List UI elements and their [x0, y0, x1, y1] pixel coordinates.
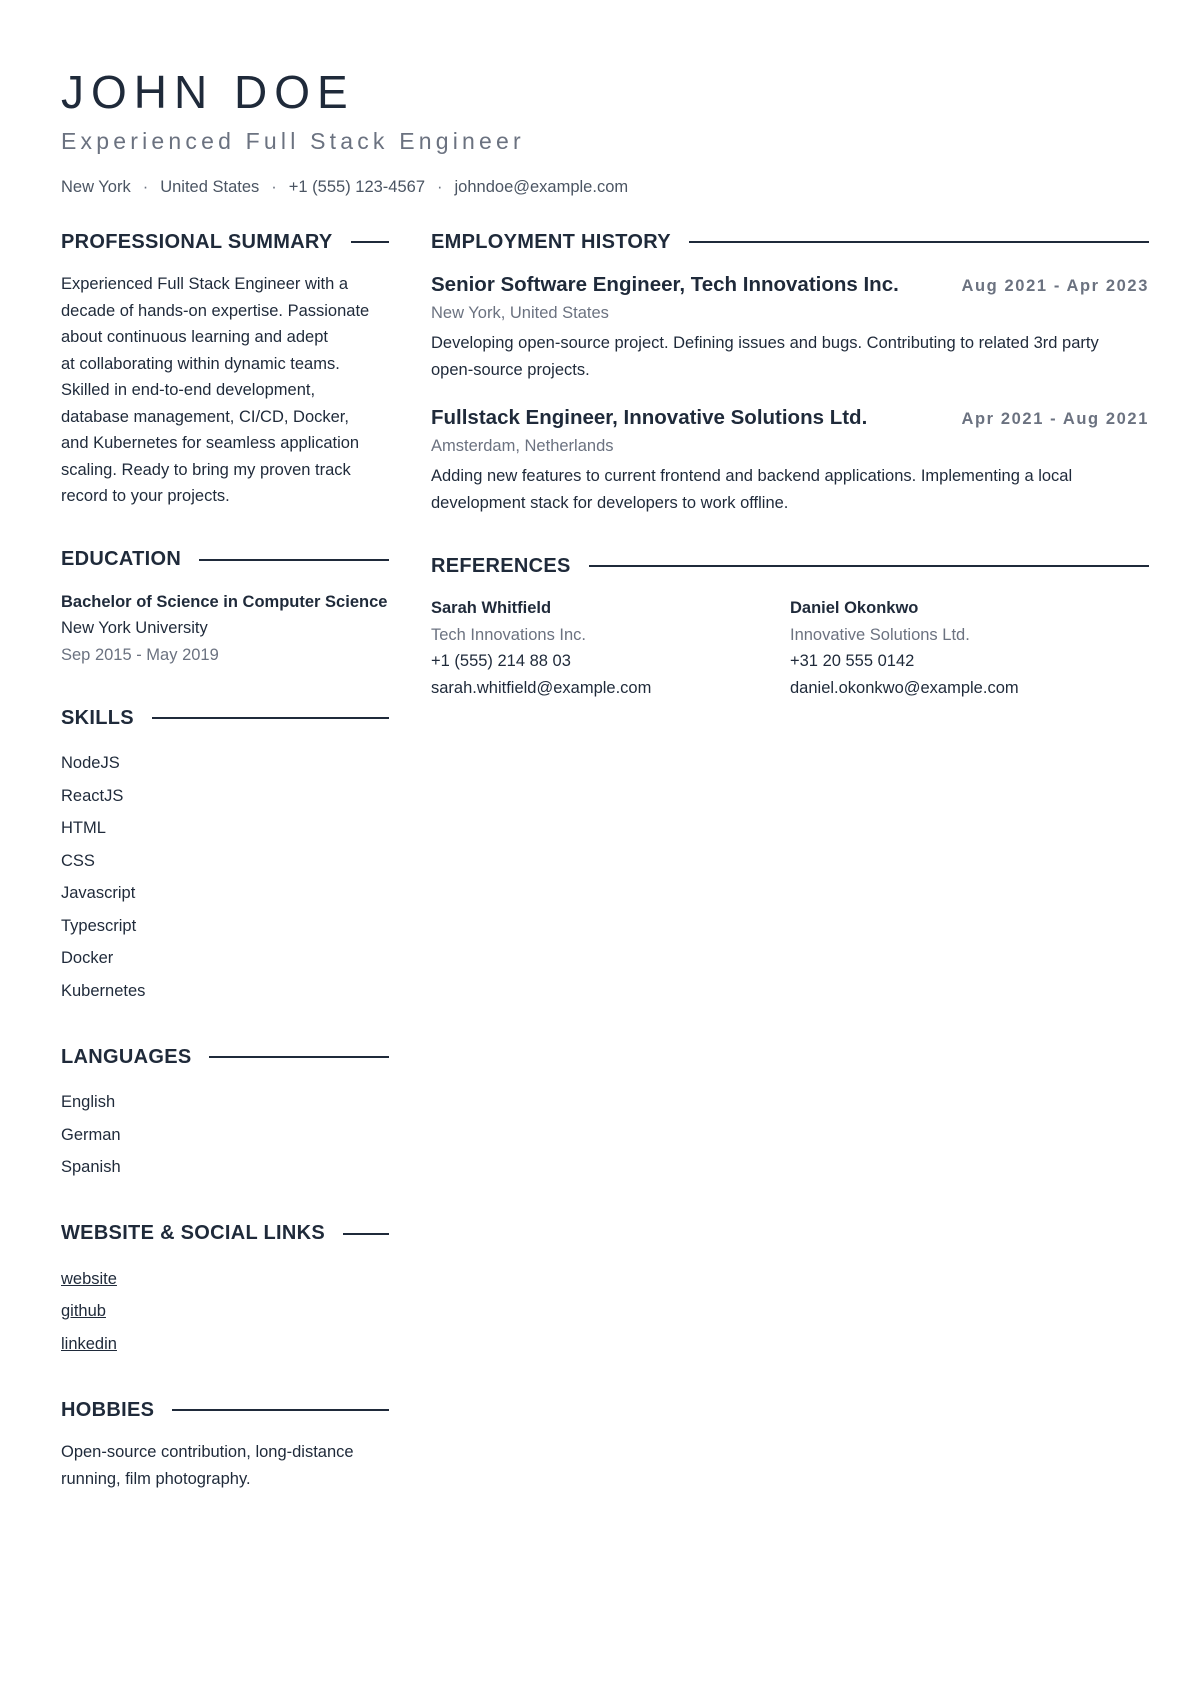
website-link[interactable]: website [61, 1269, 117, 1288]
job-role: Fullstack Engineer, Innovative Solutions Ltd. [431, 406, 868, 429]
summary-line: and Kubernetes for seamless application [61, 434, 360, 452]
reference-name: Daniel Okonkwo [790, 599, 919, 617]
language-item: German [61, 1125, 121, 1144]
section-title: HOBBIES [61, 1398, 155, 1421]
employment-section [431, 228, 1149, 516]
section-heading [61, 1396, 389, 1424]
languages-list [61, 1086, 389, 1184]
section-rule [172, 1409, 389, 1411]
section-rule [343, 1233, 389, 1235]
language-item: English [61, 1093, 116, 1111]
hobbies-text [61, 1439, 389, 1492]
section-rule [209, 1056, 389, 1058]
job-location: Amsterdam, Netherlands [431, 437, 614, 455]
job-description [431, 463, 1149, 516]
section-heading [431, 228, 1149, 256]
section-title: EDUCATION [61, 548, 182, 570]
summary-line: decade of hands-on expertise. Passionate [61, 301, 370, 320]
github-link[interactable]: github [61, 1302, 106, 1320]
job-entry [431, 403, 1149, 516]
job-header [431, 403, 1149, 433]
right-column [431, 228, 1149, 701]
summary-line: Experienced Full Stack Engineer with a [61, 275, 349, 293]
job-role: Senior Software Engineer, Tech Innovations Inc. [431, 273, 899, 296]
reference-name: Sarah Whitfield [431, 599, 552, 617]
section-title: EMPLOYMENT HISTORY [431, 230, 671, 253]
section-rule [152, 717, 389, 719]
section-heading [61, 546, 389, 574]
summary-line: scaling. Ready to bring my proven track [61, 460, 351, 479]
hobbies-line: running, film photography. [61, 1469, 251, 1488]
job-description [431, 330, 1149, 383]
contact-separator: · [142, 178, 149, 196]
links-section [61, 1220, 389, 1361]
job-description-line: open-source projects. [431, 360, 590, 379]
summary-line: at collaborating within dynamic teams. [61, 354, 340, 373]
skill-item: Docker [61, 949, 114, 967]
contact-phone: +1 (555) 123-4567 [288, 178, 426, 196]
references-section [431, 552, 1149, 701]
section-title: LANGUAGES [61, 1045, 192, 1068]
person-name: JOHN DOE [61, 66, 355, 118]
summary-line: database management, CI/CD, Docker, [61, 407, 349, 426]
summary-line: record to your projects. [61, 487, 230, 505]
link-item [61, 1328, 389, 1361]
skills-list [61, 747, 389, 1007]
skill-item: HTML [61, 819, 106, 837]
links-list [61, 1263, 389, 1361]
section-title: REFERENCES [431, 554, 571, 577]
education-section [61, 546, 389, 669]
section-rule [689, 241, 1149, 243]
job-description-line: development stack for developers to work offline. [431, 493, 789, 512]
contact-country: United States [160, 178, 260, 196]
languages-section [61, 1043, 389, 1184]
section-heading [431, 552, 1149, 580]
job-location: New York, United States [431, 304, 609, 322]
reference-email: sarah.whitfield@example.com [431, 678, 652, 697]
language-item: Spanish [61, 1158, 121, 1176]
job-dates: Apr 2021 - Aug 2021 [961, 410, 1149, 428]
link-item [61, 1263, 389, 1296]
skill-item: CSS [61, 851, 95, 870]
summary-text [61, 271, 389, 510]
hobbies-section [61, 1396, 389, 1492]
skill-item: Kubernetes [61, 981, 146, 1000]
reference-company: Innovative Solutions Ltd. [790, 625, 970, 644]
summary-line: about continuous learning and adept [61, 328, 328, 346]
reference-email: daniel.okonkwo@example.com [790, 678, 1019, 697]
skills-section [61, 704, 389, 1007]
skill-item: ReactJS [61, 786, 124, 805]
education-school: New York University [61, 619, 208, 637]
section-heading [61, 1043, 389, 1071]
skill-item: Javascript [61, 884, 136, 902]
job-description-line: Adding new features to current frontend and backend applications. Implementing a local [431, 467, 1073, 485]
section-heading [61, 228, 389, 256]
section-rule [351, 241, 389, 243]
link-item [61, 1295, 389, 1328]
job-dates: Aug 2021 - Apr 2023 [961, 277, 1149, 295]
linkedin-link[interactable]: linkedin [61, 1334, 117, 1353]
section-title: WEBSITE & SOCIAL LINKS [61, 1222, 326, 1244]
job-description-line: Developing open-source project. Defining issues and bugs. Contributing to related 3rd party [431, 334, 1099, 352]
left-column [61, 228, 389, 1492]
section-rule [199, 559, 389, 561]
reference-company: Tech Innovations Inc. [431, 625, 587, 644]
person-title: Experienced Full Stack Engineer [61, 128, 525, 154]
contact-email: johndoe@example.com [454, 178, 629, 196]
contact-separator: · [271, 178, 277, 196]
reference-phone: +1 (555) 214 88 03 [431, 652, 571, 670]
reference-phone: +31 20 555 0142 [790, 652, 915, 670]
skill-item: Typescript [61, 916, 137, 935]
contact-separator: · [437, 178, 443, 196]
summary-line: Skilled in end-to-end development, [61, 381, 316, 399]
skill-item: NodeJS [61, 754, 120, 772]
hobbies-line: Open-source contribution, long-distance [61, 1443, 354, 1461]
section-rule [589, 565, 1149, 567]
resume-header [61, 62, 628, 198]
references-list [431, 595, 1149, 701]
section-heading [61, 704, 389, 732]
summary-section [61, 228, 389, 510]
contact-city: New York [61, 178, 131, 196]
section-title: PROFESSIONAL SUMMARY [61, 230, 333, 253]
job-entry [431, 270, 1149, 383]
education-entry [61, 589, 389, 669]
reference-card [431, 595, 790, 701]
education-degree: Bachelor of Science in Computer Science [61, 592, 388, 611]
job-header [431, 270, 1149, 300]
contact-line [61, 176, 628, 198]
section-heading [61, 1220, 389, 1248]
reference-card [790, 595, 1149, 701]
education-dates: Sep 2015 - May 2019 [61, 645, 219, 664]
section-title: SKILLS [61, 706, 134, 729]
